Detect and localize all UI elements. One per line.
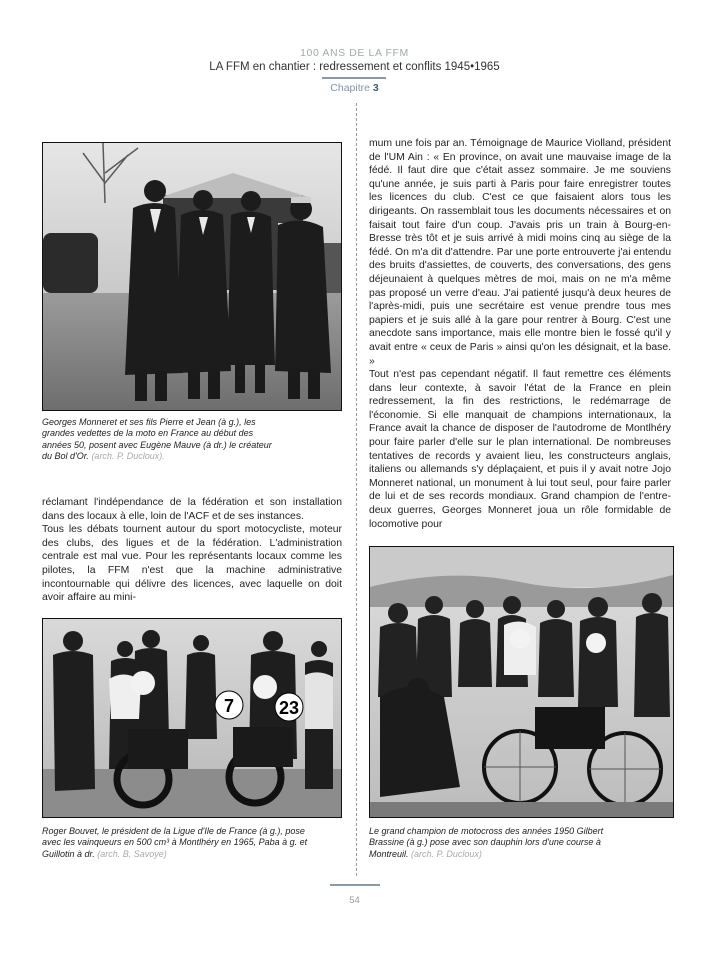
- photo-monneret-family-image: [43, 143, 341, 410]
- photo-montlhery-winners-image: [43, 619, 341, 817]
- race-plate-7: 7: [223, 696, 235, 716]
- caption-montlhery-winners: [42, 826, 322, 860]
- credit-monneret-family: (arch. P. Ducloux).: [91, 450, 165, 461]
- caption-monneret-family-text: Georges Monneret et ses fils Pierre et Jean (à g.), les grandes vedettes de la moto en France au début des années 50, posent avec Eugène Mauve (à dr.) le créateur du Bol d'Or.: [42, 417, 272, 461]
- caption-motocross-brassine: [369, 826, 619, 860]
- running-header-title: LA FFM en chantier : redressement et conflits 1945•1965: [209, 61, 500, 73]
- credit-montlhery-winners: (arch. B. Savoye): [97, 848, 167, 859]
- column-divider: [356, 103, 357, 876]
- photo-motocross-brassine: [369, 546, 674, 818]
- chapter-number: 3: [372, 82, 379, 94]
- chapter-word: Chapitre: [330, 82, 370, 94]
- photo-motocross-brassine-image: [370, 547, 673, 817]
- caption-monneret-family: [42, 417, 282, 462]
- chapter-label: [0, 82, 709, 94]
- body-text-left-column: réclamant l'indépendance de la fédération et son installation dans des locaux à elle, loin de l'ACF et de ses instances. Tous les débats tournent autour du sport motocycliste, moteur des clubs, des ligues et de la fédération. L'administration centrale est mal vue. Pour les représentants locaux comme les pilotes, la FFM n'est que la machine administrative incontournable qui délivre des licences, avec laquelle on doit avoir affaire au mini-: [42, 497, 342, 604]
- footer-rule: [330, 884, 380, 886]
- credit-motocross-brassine: (arch. P. Ducloux): [411, 848, 482, 859]
- body-text-right-column: mum une fois par an. Témoignage de Maurice Violland, président de l'UM Ain : « En province, on avait une mauvaise image de la fédé. Il faut dire que c'était assez sommaire. Je me souviens qu'une année, je suis parti à Paris pour faire enregistrer toutes les licences du club. C'est ce que faisaient alors tous les dirigeants. On rassemblait tous les documents nécessaires et on faisait tout faire d'un coup. J'avais pris un train à Bourg-en-Bresse très tôt et je suis arrivé à midi moins cinq au siège de la fédé. On m'a dit d'attendre. Par une porte entrouverte j'ai entendu des bruits d'assiettes, de couverts, des conversations, des gens déjeunaient à quelques mètres de moi, mais on ne m'a même pas proposé un verre d'eau. J'ai patienté jusqu'à deux heures de l'après-midi, puis une secrétaire est venue prendre tous mes papiers et je suis allé à la gare pour rentrer à Bourg. C'est une anecdote sans importance, mais elle montre bien le fossé qu'il y avait entre « ceux de Paris » ainsi qu'on les désignait, et la base. » Tout n'est pas cependant négatif. Il faut remettre ces éléments dans leur contexte, à savoir l'état de la France en plein redressement, la fin des restrictions, le redémarrage de l'économie. Si elle manquait de champions internationaux, la France avait la chance de disposer de l'autodrome de Montlhéry pour faire parler d'elle sur le plan international. De nombreuses tentatives de records y avaient lieu, les constructeurs anglais, italiens ou allemands s'y déplaçaient, et puis il y avait notre Jojo Monneret national, un monument à lui tout seul, pour faire parler de lui et de ses records mondiaux. Grand champion de l'entre-deux guerres, Georges Monneret joua un rôle formidable de locomotive pour: [369, 138, 671, 530]
- page-number: 54: [349, 895, 360, 906]
- caption-motocross-brassine-text: Le grand champion de motocross des années 1950 Gilbert Brassine (à g.) pose avec son dauphin lors d'une course à Montreuil.: [369, 826, 604, 859]
- caption-montlhery-winners-text: Roger Bouvet, le président de la Ligue d'Ile de France (à g.), pose avec les vainqueurs en 500 cm³ à Montlhéry en 1965, Paba à g. et Guillotin à dr.: [42, 826, 308, 859]
- photo-montlhery-winners: [42, 618, 342, 818]
- race-plate-23: 23: [278, 698, 300, 718]
- header-rule: [322, 77, 386, 79]
- photo-monneret-family: [42, 142, 342, 411]
- running-header-overline: 100 ANS DE LA FFM: [300, 47, 409, 59]
